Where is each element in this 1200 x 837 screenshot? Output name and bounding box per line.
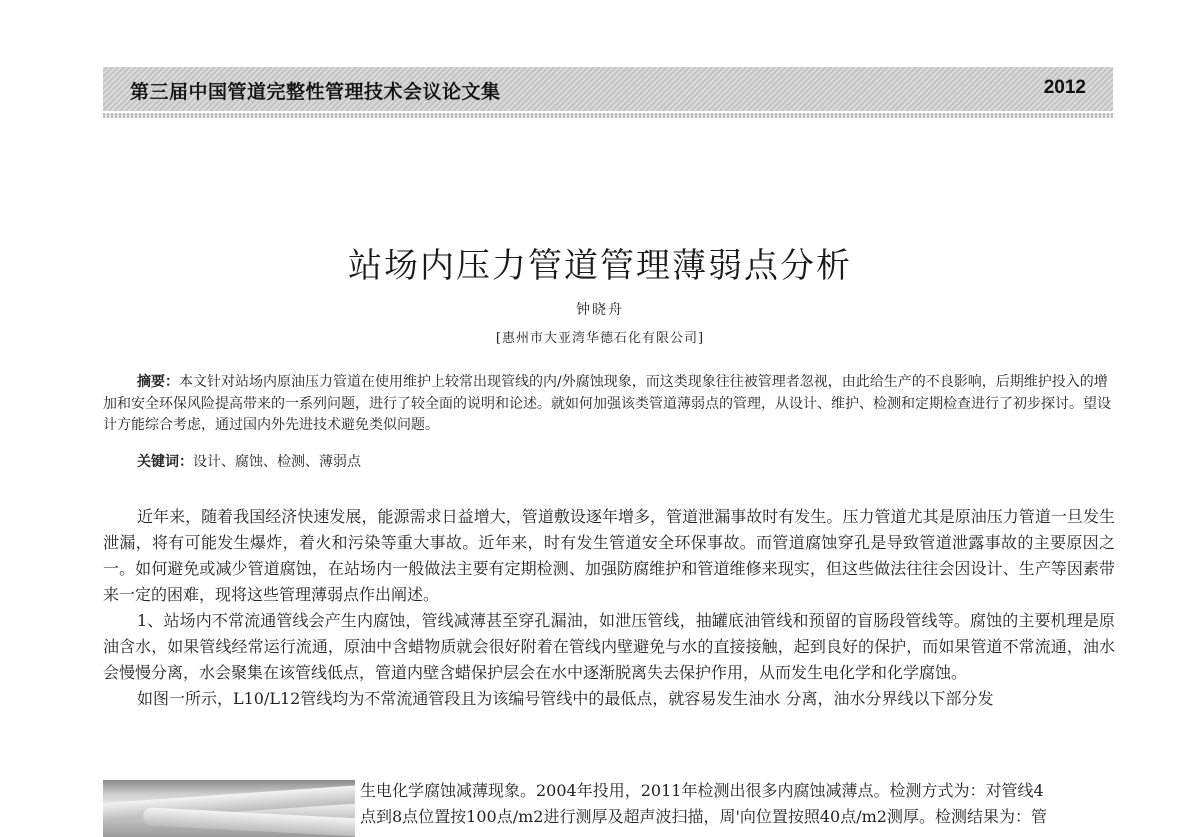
author-affiliation: [惠州市大亚湾华德石化有限公司] [495, 331, 705, 346]
figure-1-pipeline-photo [103, 780, 355, 837]
body-paragraph-3: 如图一所示，L10/L12管线均为不常流通管段且为该编号管线中的最低点，就容易发生油水 分离，油水分界线以下部分发 [137, 689, 994, 708]
pipe-shape [143, 807, 355, 837]
proceedings-year: 2012 [1043, 77, 1086, 98]
wrapped-line-1: 生电化学腐蚀减薄现象。2004年投用，2011年检测出很多内腐蚀减薄点。检测方式为：对管线4 [360, 781, 1044, 800]
proceedings-title: 第三届中国管道完整性管理技术会议论文集 [130, 81, 501, 103]
body-paragraph-1: 近年来，随着我国经济快速发展，能源需求日益增大，管道敷设逐年增多，管道泄漏事故时有发生。压力管道尤其是原油压力管道一旦发生泄漏，将有可能发生爆炸，着火和污染等重大事故。近年来，时有发生管道安全环保事故。而管道腐蚀穿孔是导致管道泄露事故的主要原因之一。如何避免或减少管道腐蚀，在站场内一般做法主要有定期检测、加强防腐维护和管道维修来现实，但这些做法往往会因设计、生产等因素带来一定的困难，现将这些管理薄弱点作出阐述。 [103, 507, 1115, 604]
header-divider [103, 113, 1113, 118]
body-text [103, 504, 1115, 712]
keywords-label: 关键词： [137, 454, 193, 470]
author-name: 钟晓舟 [576, 302, 624, 318]
paper-title: 站场内压力管道管理薄弱点分析 [348, 246, 852, 286]
keywords [137, 451, 361, 471]
abstract-text: 本文针对站场内原油压力管道在使用维护上较常出现管线的内/外腐蚀现象，而这类现象往往被管理者忽视，由此给生产的不良影响，后期维护投入的增加和安全环保风险提高带来的一系列问题，进行了较全面的说明和论述。就如何加强该类管道薄弱点的管理，从设计、维护、检测和定期检查进行了初步探讨。望设计方能综合考虑，通过国内外先进技术避免类似问题。 [103, 374, 1111, 433]
abstract-label: 摘要： [137, 374, 179, 390]
wrapped-line-2: 点到8点位置按100点/m2进行测厚及超声波扫描，周'向位置按照40点/m2测厚。检测结果为：管 [360, 807, 1047, 826]
abstract [103, 372, 1115, 437]
body-paragraph-2: 1、站场内不常流通管线会产生内腐蚀，管线减薄甚至穿孔漏油，如泄压管线，抽罐底油管线和预留的盲肠段管线等。腐蚀的主要机理是原油含水，如果管线经常运行流通，原油中含蜡物质就会很好附着在管线内壁避免与水的直接接触，起到良好的保护，而如果管道不常流通，油水会慢慢分离，水会聚集在该管线低点，管道内壁含蜡保护层会在水中逐渐脱离失去保护作用，从而发生电化学和化学腐蚀。 [103, 611, 1115, 682]
keywords-text: 设计、腐蚀、检测、薄弱点 [193, 454, 361, 470]
figure-wrapped-text [360, 778, 1115, 830]
